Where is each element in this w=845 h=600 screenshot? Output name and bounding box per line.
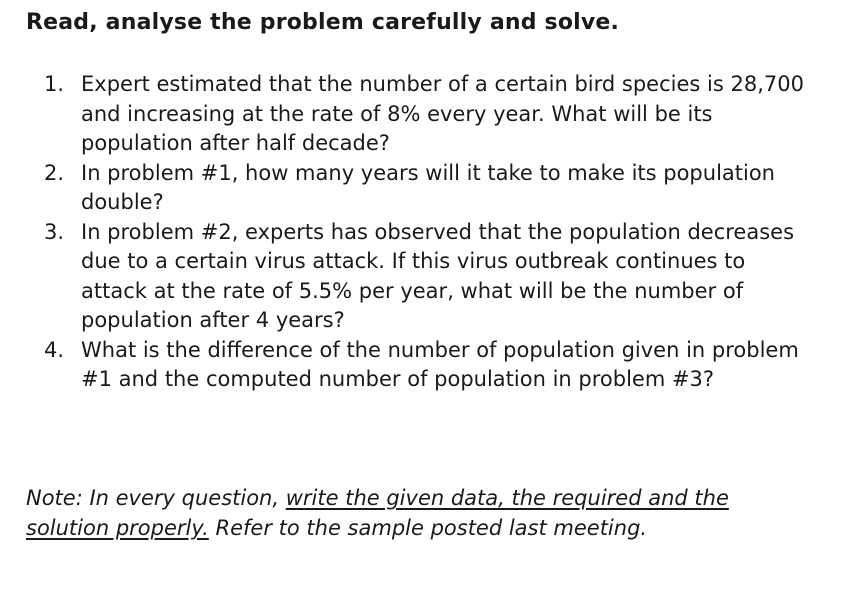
problem-number: 4.: [44, 337, 65, 362]
problem-item-4: [44, 336, 804, 395]
note-underlined-instruction: write the given data, the required and the solution properly.: [26, 486, 729, 540]
problem-text: In problem #2, experts has observed that the population decreases due to a certain virus attack. If this virus outbreak continues to attack at the rate of 5.5% per year, what will be the number of population after 4 years?: [81, 219, 795, 332]
problem-number: 1.: [44, 72, 65, 96]
problem-item-2: [44, 159, 804, 218]
problem-number: 2.: [44, 160, 65, 185]
problem-text: In problem #1, how many years will it take to make its population double?: [81, 160, 775, 214]
note-paragraph: [26, 483, 786, 543]
problem-number: 3.: [44, 219, 65, 244]
page-heading: Read, analyse the problem carefully and solve.: [26, 10, 620, 35]
note-suffix: Refer to the sample posted last meeting.: [208, 516, 648, 540]
problem-item-3: [44, 218, 804, 336]
problem-item-1: [44, 70, 804, 159]
problem-list: [44, 70, 804, 395]
problem-text: Expert estimated that the number of a certain bird species is 28,700 and increasing at the rate of 8% every year. What will be its population after half decade?: [81, 72, 804, 155]
note-prefix: Note: In every question,: [26, 486, 286, 510]
problem-text: What is the difference of the number of population given in problem #1 and the computed number of population in problem #3?: [81, 337, 799, 391]
